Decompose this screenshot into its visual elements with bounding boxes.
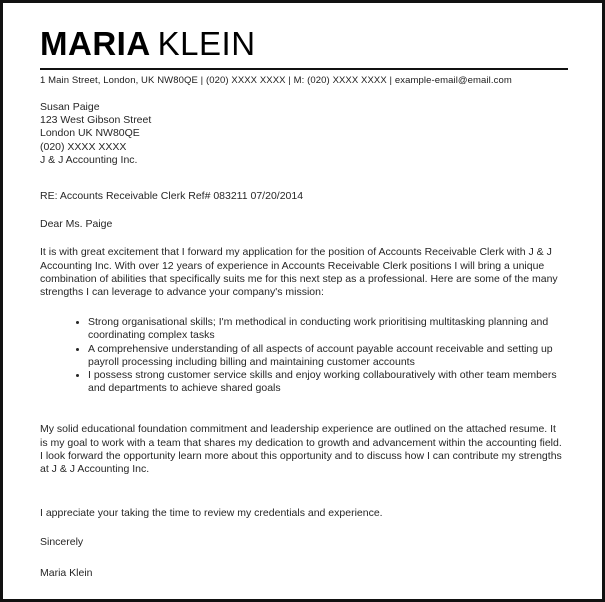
letterhead-divider [40, 68, 568, 70]
opening-paragraph: It is with great excitement that I forward my application for the position of Accounts Receivable Clerk with J & J Accounting Inc. With over 12 years of experience in Accounts Receivable Clerk positions I will bring a unique combination of abilities that specifically suits me for this next step as a professional. Here are some of the many strengths I can leverage to advance your company's mission: [40, 246, 558, 299]
contact-info-line: 1 Main Street, London, UK NW80QE | (020) XXXX XXXX | M: (020) XXXX XXXX | example-email@email.com [40, 75, 512, 86]
page-title [40, 25, 565, 63]
last-name: KLEIN [157, 25, 256, 62]
signature-name: Maria Klein [40, 566, 93, 579]
strengths-list [40, 316, 565, 395]
subject-line: RE: Accounts Receivable Clerk Ref# 083211 07/20/2014 [40, 190, 304, 203]
recipient-line: Susan Paige [40, 101, 100, 113]
recipient-line: J & J Accounting Inc. [40, 153, 138, 166]
sign-off-closing: Sincerely [40, 536, 84, 549]
letter-body [40, 101, 565, 580]
list-item: A comprehensive understanding of all aspects of account payable account receivable and setting up payroll processing including billing and maintaining customer accounts [76, 343, 565, 369]
recipient-line: (020) XXXX XXXX [40, 140, 127, 153]
recipient-line: 123 West Gibson Street [40, 114, 152, 127]
recipient-line: London UK NW80QE [40, 127, 140, 140]
recipient-address-block [40, 101, 565, 167]
closing-paragraph: My solid educational foundation commitment and leadership experience are outlined on the attached resume. It is my goal to work with a team that shares my dedication to growth and advancement within the accounting field. I look forward the opportunity learn more about this opportunity and to discuss how I can contribute my strengths at J & J Accounting Inc. [40, 423, 562, 476]
list-item: Strong organisational skills; I'm methodical in conducting work prioritising multitasking planning and coordinating complex tasks [76, 316, 565, 342]
list-item: I possess strong customer service skills and enjoy working collabouratively with other team members and departments to achieve shared goals [76, 369, 565, 395]
first-name: MARIA [40, 25, 151, 62]
letterhead [40, 21, 565, 87]
thanks-paragraph: I appreciate your taking the time to review my credentials and experience. [40, 507, 383, 520]
salutation: Dear Ms. Paige [40, 218, 113, 231]
page-content [3, 3, 602, 599]
